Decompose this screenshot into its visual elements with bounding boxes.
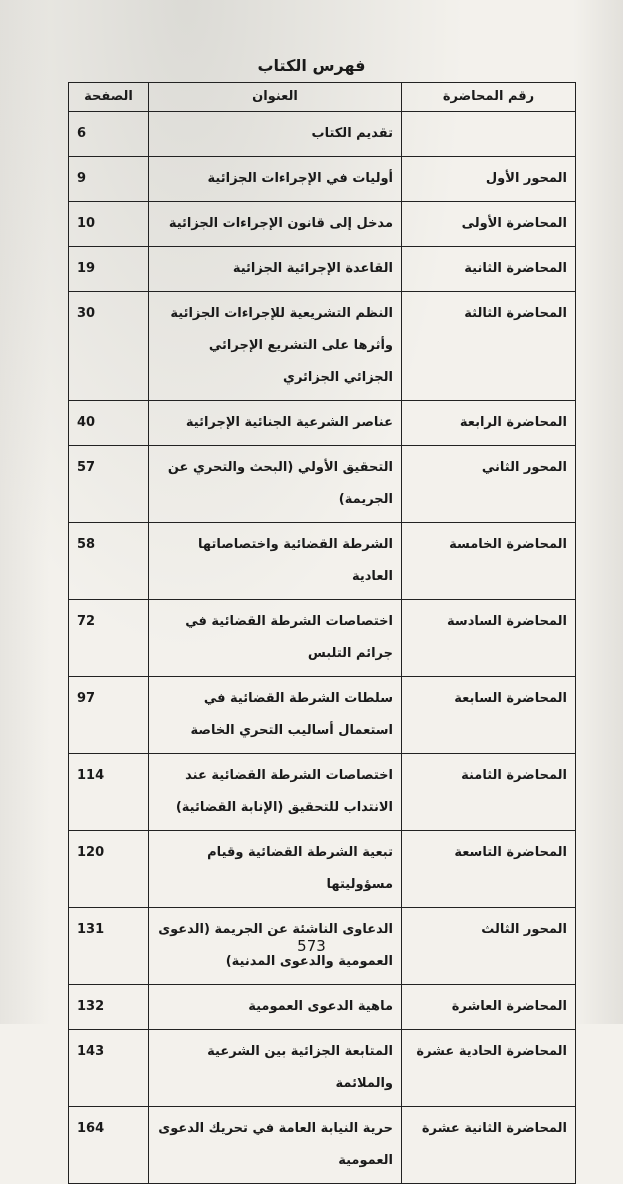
table-row: [69, 1030, 576, 1107]
title-cell: عناصر الشرعية الجنائية الإجرائية: [149, 401, 402, 446]
page-cell: 30: [69, 292, 149, 401]
lecture-cell: المحاضرة السابعة: [402, 677, 576, 754]
table-row: [69, 600, 576, 677]
lecture-cell: المحاضرة العاشرة: [402, 985, 576, 1030]
title-cell: تبعية الشرطة القضائية وقيام مسؤوليتها: [149, 831, 402, 908]
title-cell: التحقيق الأولي (البحث والتحري عن الجريمة): [149, 446, 402, 523]
lecture-cell: المحاضرة الخامسة: [402, 523, 576, 600]
title-cell: تقديم الكتاب: [149, 112, 402, 157]
lecture-cell: المحاضرة الثانية عشرة: [402, 1107, 576, 1184]
title-cell: اختصاصات الشرطة القضائية في جرائم التلبس: [149, 600, 402, 677]
table-row: [69, 985, 576, 1030]
table-row: [69, 754, 576, 831]
page-cell: 164: [69, 1107, 149, 1184]
toc-table: [68, 82, 576, 1184]
page-number: 573: [297, 937, 326, 955]
lecture-cell: المحاضرة الأولى: [402, 202, 576, 247]
lecture-cell: المحور الثالث: [402, 908, 576, 985]
lecture-cell: المحاضرة الحادية عشرة: [402, 1030, 576, 1107]
page-cell: 40: [69, 401, 149, 446]
page-cell: 72: [69, 600, 149, 677]
table-row: [69, 157, 576, 202]
lecture-cell: [402, 112, 576, 157]
page-cell: 132: [69, 985, 149, 1030]
title-cell: سلطات الشرطة القضائية في استعمال أساليب التحري الخاصة: [149, 677, 402, 754]
header-lecture: رقم المحاضرة: [402, 83, 576, 112]
title-cell: القاعدة الإجرائية الجزائية: [149, 247, 402, 292]
lecture-cell: المحاضرة الثانية: [402, 247, 576, 292]
page-cell: 57: [69, 446, 149, 523]
page-cell: 120: [69, 831, 149, 908]
table-row: [69, 831, 576, 908]
title-cell: أوليات في الإجراءات الجزائية: [149, 157, 402, 202]
table-row: [69, 1107, 576, 1184]
header-title: العنوان: [149, 83, 402, 112]
page-title: فهرس الكتاب: [257, 56, 366, 75]
table-row: [69, 523, 576, 600]
page-cell: 131: [69, 908, 149, 985]
lecture-cell: المحاضرة الثالثة: [402, 292, 576, 401]
page-cell: 6: [69, 112, 149, 157]
table-row: [69, 292, 576, 401]
page-cell: 58: [69, 523, 149, 600]
table-row: [69, 202, 576, 247]
title-cell: حرية النيابة العامة في تحريك الدعوى العمومية: [149, 1107, 402, 1184]
page-cell: 10: [69, 202, 149, 247]
title-cell: ماهية الدعوى العمومية: [149, 985, 402, 1030]
lecture-cell: المحاضرة التاسعة: [402, 831, 576, 908]
table-row: [69, 677, 576, 754]
page-cell: 19: [69, 247, 149, 292]
title-cell: اختصاصات الشرطة القضائية عند الانتداب للتحقيق (الإنابة القضائية): [149, 754, 402, 831]
title-cell: الشرطة القضائية واختصاصاتها العادية: [149, 523, 402, 600]
page-cell: 143: [69, 1030, 149, 1107]
title-cell: مدخل إلى قانون الإجراءات الجزائية: [149, 202, 402, 247]
header-page: الصفحة: [69, 83, 149, 112]
title-cell: المتابعة الجزائية بين الشرعية والملائمة: [149, 1030, 402, 1107]
title-cell: النظم التشريعية للإجراءات الجزائية وأثرها على التشريع الإجرائي الجزائي الجزائري: [149, 292, 402, 401]
table-row: [69, 247, 576, 292]
table-row: [69, 401, 576, 446]
lecture-cell: المحاضرة الثامنة: [402, 754, 576, 831]
lecture-cell: المحور الأول: [402, 157, 576, 202]
page-cell: 97: [69, 677, 149, 754]
page-cell: 114: [69, 754, 149, 831]
page-cell: 9: [69, 157, 149, 202]
lecture-cell: المحور الثاني: [402, 446, 576, 523]
lecture-cell: المحاضرة السادسة: [402, 600, 576, 677]
table-row: [69, 112, 576, 157]
header-row: [69, 83, 576, 112]
title-cell: الدعاوى الناشئة عن الجريمة (الدعوى العمومية والدعوى المدنية): [149, 908, 402, 985]
table-row: [69, 446, 576, 523]
lecture-cell: المحاضرة الرابعة: [402, 401, 576, 446]
